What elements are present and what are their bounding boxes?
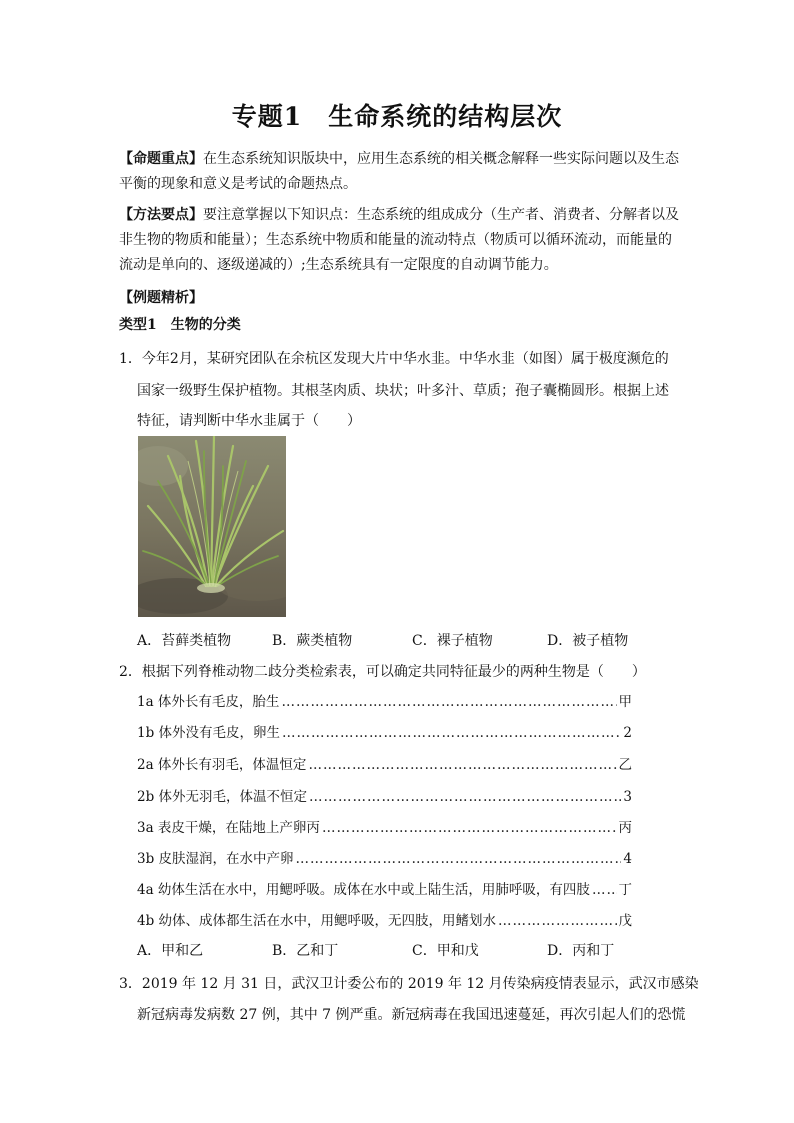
q1-option-c[interactable]: C．裸子植物 <box>412 633 493 649</box>
key-row-text: 3a 表皮干燥，在陆地上产卵丙 <box>137 820 320 836</box>
q2-option-d[interactable]: D．丙和丁 <box>547 943 615 959</box>
key-row-text: 1a 体外长有毛皮，胎生 <box>137 694 280 710</box>
key-row-result: 2 <box>623 725 632 741</box>
q1-option-d[interactable]: D．被子植物 <box>547 633 629 649</box>
key-row <box>137 909 632 929</box>
water-quillwort-photo <box>138 436 286 617</box>
key-row-result: 3 <box>623 789 632 805</box>
focus-text: 在生态系统知识版块中，应用生态系统的相关概念解释一些实际问题以及生态平衡的现象和意义是考试的命题热点。 <box>119 151 679 192</box>
q1-option-a[interactable]: A．苔藓类植物 <box>137 633 232 649</box>
q2-option-b[interactable]: B．乙和丁 <box>272 943 339 959</box>
key-row-result: 丙 <box>618 820 632 836</box>
key-row-result: 戊 <box>618 913 632 929</box>
q2-option-a[interactable]: A．甲和乙 <box>137 943 204 959</box>
key-row-result: 4 <box>623 851 632 867</box>
q3-line-1: 3．2019 年 12 月 31 日，武汉卫计委公布的 2019 年 12 月传染病疫情表显示，武汉市感染 <box>119 976 699 992</box>
key-row-text: 3b 皮肤湿润，在水中产卵 <box>137 851 294 867</box>
key-row-result: 甲 <box>618 694 632 710</box>
q1-line-2: 国家一级野生保护植物。其根茎肉质、块状；叶多汁、草质；孢子囊椭圆形。根据上述 <box>137 383 669 399</box>
key-row <box>137 690 632 710</box>
q3-line-2: 新冠病毒发病数 27 例，其中 7 例严重。新冠病毒在我国迅速蔓延，再次引起人们的恐慌 <box>137 1007 686 1023</box>
q1-line-1: 1．今年2月，某研究团队在余杭区发现大片中华水韭。中华水韭（如图）属于极度濒危的 <box>119 351 669 367</box>
q1-line-3: 特征，请判断中华水韭属于（ ） <box>137 413 361 429</box>
q2-option-c[interactable]: C．甲和戊 <box>412 943 479 959</box>
method-text: 要注意掌握以下知识点：生态系统的组成成分（生产者、消费者、分解者以及非生物的物质和能量）；生态系统中物质和能量的流动特点（物质可以循环流动，而能量的流动是单向的、逐级递减的）;生态系统具有一定限度的自动调节能力。 <box>119 207 679 273</box>
q2-stem: 2．根据下列脊椎动物二歧分类检索表，可以确定共同特征最少的两种生物是（ ） <box>119 664 646 680</box>
page-title: 专题1 生命系统的结构层次 <box>231 102 563 131</box>
key-row <box>137 721 632 741</box>
method-label: 【方法要点】 <box>119 207 203 223</box>
key-row <box>137 816 632 836</box>
q1-option-b[interactable]: B．蕨类植物 <box>272 633 353 649</box>
key-row <box>137 753 632 773</box>
example-heading: 【例题精析】 <box>119 290 203 306</box>
key-row-text: 4a 幼体生活在水中，用鳃呼吸。成体在水中或上陆生活，用肺呼吸，有四肢 <box>137 882 590 898</box>
key-row-text: 1b 体外没有毛皮，卵生 <box>137 725 281 741</box>
method-paragraph <box>119 203 679 278</box>
key-row-text: 2a 体外长有羽毛，体温恒定 <box>137 757 307 773</box>
q1-options <box>137 630 657 650</box>
q2-options <box>137 940 657 960</box>
key-row <box>137 785 632 805</box>
key-row-result: 丁 <box>618 882 632 898</box>
key-row-result: 乙 <box>618 757 632 773</box>
key-row <box>137 878 632 898</box>
type1-heading: 类型1 生物的分类 <box>119 317 241 333</box>
focus-paragraph <box>119 147 679 197</box>
focus-label: 【命题重点】 <box>119 151 203 167</box>
key-row-text: 2b 体外无羽毛，体温不恒定 <box>137 789 308 805</box>
key-row <box>137 847 632 867</box>
key-row-text: 4b 幼体、成体都生活在水中，用鳃呼吸，无四肢，用鳍划水 <box>137 913 497 929</box>
